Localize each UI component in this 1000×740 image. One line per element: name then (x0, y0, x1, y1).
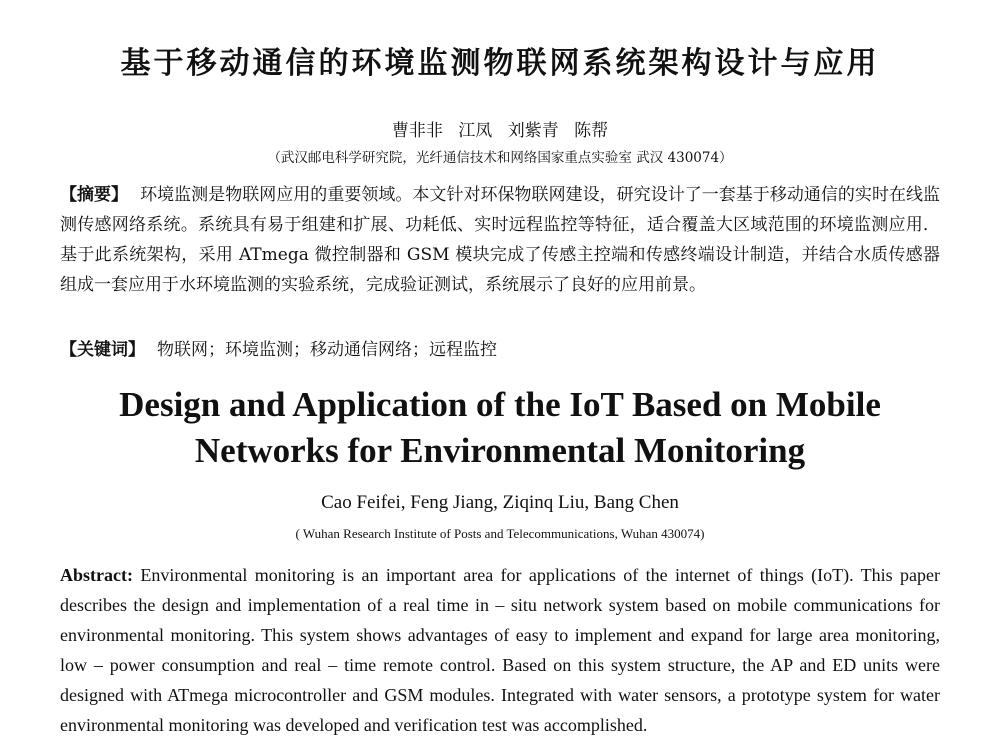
english-abstract-text: Environmental monitoring is an important area for applications of the internet of things (IoT). This paper describes the design and implementation of a real time in – situ network system based on mobile communications for environmental monitoring. This system shows advantages of easy to implement and expand for large area monitoring, low – power consumption and real – time remote control. Based on this system structure, the AP and ED units were designed with ATmega microcontroller and GSM modules. Integrated with water sensors, a prototype system for water environmental monitoring was developed and verification test was accomplished. (60, 565, 941, 735)
chinese-affiliation: （武汉邮电科学研究院，光纤通信技术和网络国家重点实验室 武汉 430074） (267, 150, 733, 166)
english-title-line-2: Networks for Environmental Monitoring (194, 431, 806, 470)
chinese-title: 基于移动通信的环境监测物联网系统架构设计与应用 (120, 46, 880, 81)
chinese-authors: 曹非非 江凤 刘紫青 陈帮 (391, 121, 609, 141)
chinese-keywords-label: 【关键词】 (60, 340, 145, 360)
english-abstract-label: Abstract: (60, 565, 133, 585)
english-title-line-1: Design and Application of the IoT Based on Mobile (119, 385, 881, 424)
chinese-keywords-text: 物联网；环境监测；移动通信网络；远程监控 (157, 340, 497, 360)
english-abstract (60, 560, 940, 740)
chinese-keywords (60, 336, 940, 364)
chinese-abstract (60, 180, 940, 300)
english-affiliation: ( Wuhan Research Institute of Posts and Telecommunications, Wuhan 430074) (295, 526, 705, 541)
english-title (0, 382, 1000, 474)
english-authors: Cao Feifei, Feng Jiang, Ziqinq Liu, Bang Chen (321, 492, 679, 513)
chinese-abstract-text: 环境监测是物联网应用的重要领域。本文针对环保物联网建设，研究设计了一套基于移动通信的实时在线监测传感网络系统。系统具有易于组建和扩展、功耗低、实时远程监控等特征，适合覆盖大区域范围的环境监测应用．基于此系统架构，采用 ATmega 微控制器和 GSM 模块完成了传感主控端和传感终端设计制造，并结合水质传感器组成一套应用于水环境监测的实验系统，完成验证测试，系统展示了良好的应用前景。 (60, 185, 941, 295)
chinese-abstract-label: 【摘要】 (60, 185, 129, 205)
